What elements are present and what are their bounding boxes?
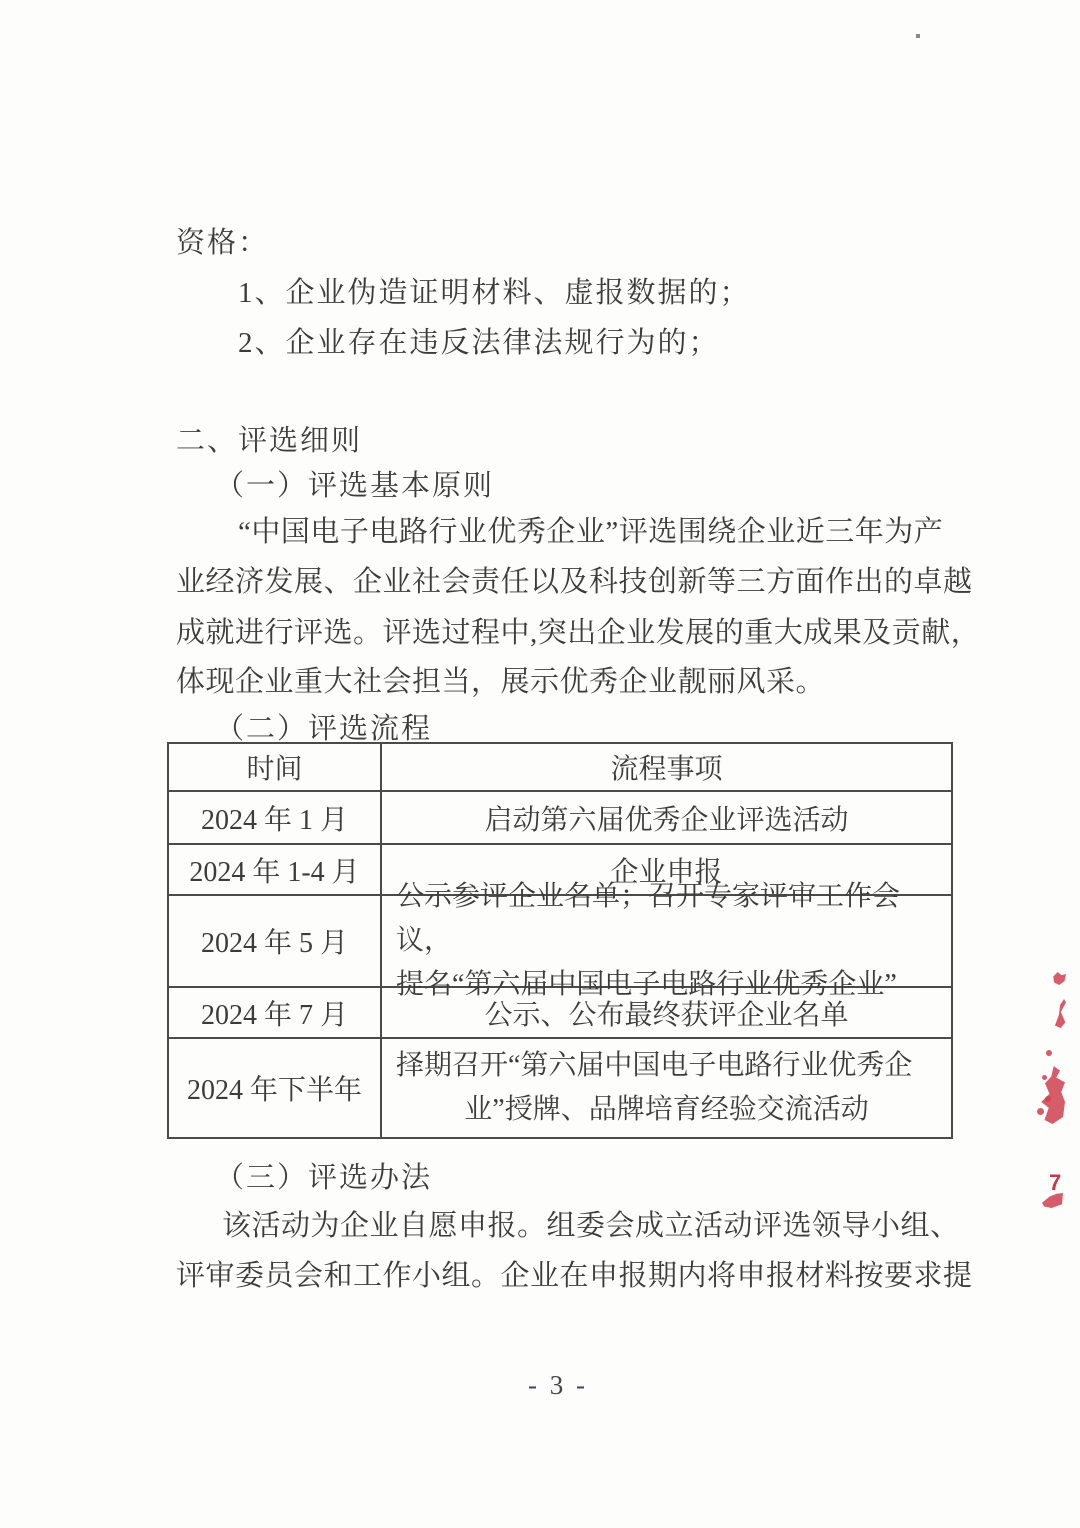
table-header-row bbox=[169, 744, 951, 790]
paragraph-line: 评审委员会和工作小组。企业在申报期内将申报材料按要求提 bbox=[176, 1260, 973, 1292]
process-table bbox=[167, 742, 953, 1139]
list-item: 2、企业存在违反法律法规行为的； bbox=[238, 327, 720, 359]
table-row bbox=[169, 1037, 951, 1137]
paragraph-line: 成就进行评选。评选过程中,突出企业发展的重大成果及贡献， bbox=[176, 617, 981, 649]
paragraph-line: “中国电子电路行业优秀企业”评选围绕企业近三年为产 bbox=[238, 516, 944, 548]
cell-item: 启动第六届优秀企业评选活动 bbox=[484, 804, 849, 836]
cell-item-line: 业”授牌、品牌培育经验交流活动 bbox=[464, 1094, 869, 1125]
column-header-time: 时间 bbox=[169, 744, 382, 790]
cell-item-line: 公示参评企业名单；召开专家评审工作会议， bbox=[396, 881, 901, 956]
paragraph-line: 体现企业重大社会担当，展示优秀企业靓丽风采。 bbox=[176, 666, 826, 698]
cell-time: 2024 年下半年 bbox=[169, 1039, 382, 1137]
section-heading: 二、评选细则 bbox=[176, 425, 363, 457]
cell-time: 2024 年 5 月 bbox=[169, 896, 382, 986]
cell-item-line: 择期召开“第六届中国电子电路行业优秀企 bbox=[396, 1050, 913, 1081]
stamp-fragment-icon bbox=[1045, 1096, 1051, 1102]
stamp-fragment-icon bbox=[1042, 1075, 1047, 1080]
table-row bbox=[169, 790, 951, 843]
stamp-fragment-icon bbox=[1037, 1108, 1044, 1115]
cell-item bbox=[382, 1039, 951, 1137]
scan-speck-icon bbox=[916, 34, 920, 38]
cell-item: 公示、公布最终获评企业名单 bbox=[484, 999, 849, 1031]
table-row bbox=[169, 881, 951, 1000]
stamp-fragment-icon bbox=[1053, 999, 1066, 1028]
cell-item bbox=[382, 881, 951, 1000]
cell-time: 2024 年 7 月 bbox=[169, 988, 382, 1037]
subsection-heading: （一）评选基本原则 bbox=[215, 470, 495, 502]
list-item: 1、企业伪造证明材料、虚报数据的； bbox=[238, 277, 751, 309]
paragraph-line: 业经济发展、企业社会责任以及科技创新等三方面作出的卓越 bbox=[176, 566, 973, 598]
cell-item-line: 提名“第六届中国电子电路行业优秀企业” bbox=[396, 969, 897, 1000]
subsection-heading: （三）评选办法 bbox=[215, 1162, 433, 1194]
stamp-fragment-icon bbox=[1051, 972, 1066, 985]
table-row bbox=[169, 986, 951, 1037]
cell-time: 2024 年 1-4 月 bbox=[169, 845, 382, 894]
stamp-digit-mark: 7 bbox=[1049, 1170, 1062, 1195]
page-number: - 3 - bbox=[528, 1370, 588, 1400]
stamp-fragment-icon bbox=[1046, 1050, 1052, 1056]
column-header-item: 流程事项 bbox=[610, 754, 723, 785]
intro-lead: 资格： bbox=[176, 227, 270, 259]
paragraph-line: 该活动为企业自愿申报。组委会成立活动评选领导小组、 bbox=[222, 1210, 960, 1242]
cell-item: 企业申报 bbox=[610, 856, 723, 888]
cell-time: 2024 年 1 月 bbox=[169, 792, 382, 843]
subsection-heading: （二）评选流程 bbox=[215, 713, 433, 745]
